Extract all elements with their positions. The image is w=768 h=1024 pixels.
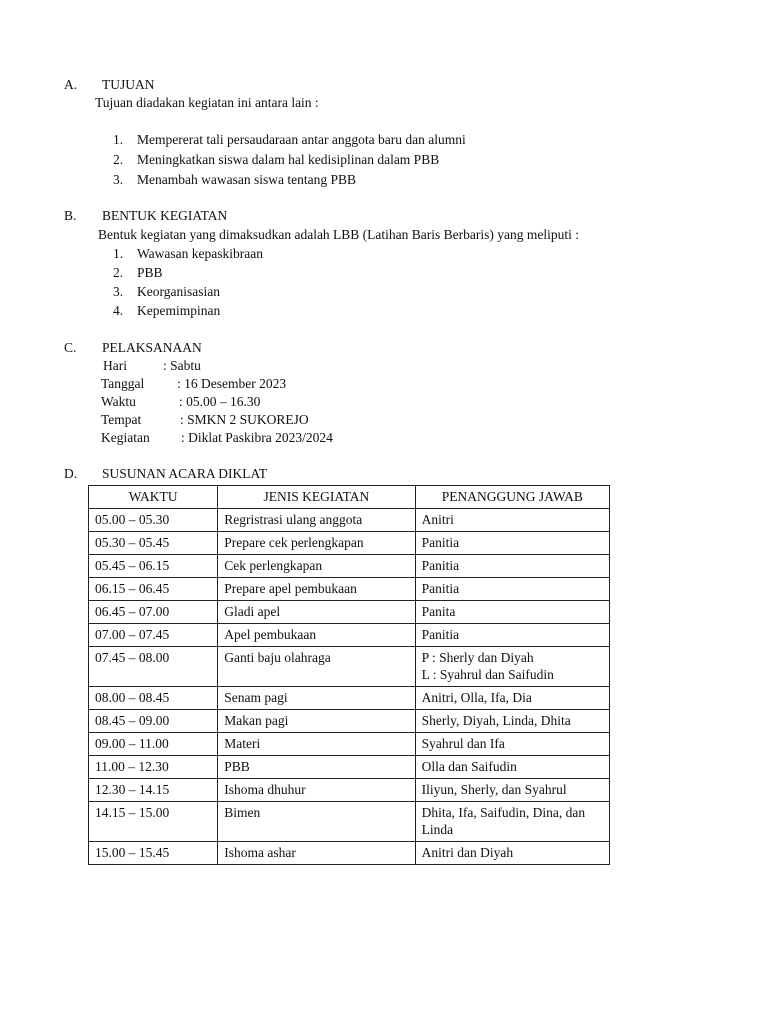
list-item: Wawasan kepaskibraan (137, 246, 263, 261)
cell-jenis-kegiatan: Ganti baju olahraga (218, 647, 415, 687)
table-row (89, 802, 610, 842)
cell-jenis-kegiatan: Gladi apel (218, 601, 415, 624)
cell-penanggung-jawab: Iliyun, Sherly, dan Syahrul (415, 779, 609, 802)
list-item: Keorganisasian (137, 284, 220, 299)
info-label-tempat: Tempat (101, 412, 142, 427)
cell-jenis-kegiatan: Prepare cek perlengkapan (218, 532, 415, 555)
cell-waktu: 08.45 – 09.00 (89, 710, 218, 733)
table-row (89, 555, 610, 578)
cell-jenis-kegiatan: Materi (218, 733, 415, 756)
info-label-waktu: Waktu (101, 394, 136, 409)
list-item-number: 2. (113, 152, 124, 167)
cell-waktu: 07.45 – 08.00 (89, 647, 218, 687)
section-c-title: PELAKSANAAN (102, 340, 202, 355)
info-label-tanggal: Tanggal (101, 376, 145, 391)
table-row (89, 509, 610, 532)
list-item: Mempererat tali persaudaraan antar anggota baru dan alumni (137, 132, 466, 147)
cell-jenis-kegiatan: Apel pembukaan (218, 624, 415, 647)
table-row (89, 647, 610, 687)
list-item-number: 3. (113, 172, 124, 187)
info-value-tanggal: : 16 Desember 2023 (177, 376, 287, 391)
header-jenis-kegiatan: JENIS KEGIATAN (218, 486, 415, 509)
cell-jenis-kegiatan: Ishoma ashar (218, 842, 415, 865)
info-label-kegiatan: Kegiatan (101, 430, 150, 445)
cell-penanggung-jawab: Panitia (415, 578, 609, 601)
cell-penanggung-jawab: Anitri (415, 509, 609, 532)
schedule-table-body (89, 509, 610, 865)
cell-penanggung-jawab: Syahrul dan Ifa (415, 733, 609, 756)
cell-waktu: 09.00 – 11.00 (89, 733, 218, 756)
cell-waktu: 14.15 – 15.00 (89, 802, 218, 842)
table-row (89, 710, 610, 733)
header-penanggung-jawab: PENANGGUNG JAWAB (415, 486, 609, 509)
cell-penanggung-jawab: Anitri dan Diyah (415, 842, 609, 865)
section-c-letter: C. (64, 340, 77, 355)
list-item: PBB (137, 265, 163, 280)
cell-jenis-kegiatan: Ishoma dhuhur (218, 779, 415, 802)
cell-waktu: 06.45 – 07.00 (89, 601, 218, 624)
list-item-number: 1. (113, 132, 124, 147)
info-value-waktu: : 05.00 – 16.30 (179, 394, 261, 409)
list-item-number: 1. (113, 246, 124, 261)
info-value-tempat: : SMKN 2 SUKOREJO (180, 412, 309, 427)
cell-jenis-kegiatan: Prepare apel pembukaan (218, 578, 415, 601)
table-row (89, 842, 610, 865)
list-item: Meningkatkan siswa dalam hal kedisiplinan dalam PBB (137, 152, 440, 167)
section-d-letter: D. (64, 466, 78, 481)
cell-waktu: 07.00 – 07.45 (89, 624, 218, 647)
table-row (89, 687, 610, 710)
section-b-title: BENTUK KEGIATAN (102, 208, 228, 223)
cell-jenis-kegiatan: Bimen (218, 802, 415, 842)
table-row (89, 756, 610, 779)
cell-penanggung-jawab: Panitia (415, 624, 609, 647)
section-a-title: TUJUAN (102, 77, 155, 92)
cell-penanggung-jawab: Olla dan Saifudin (415, 756, 609, 779)
cell-waktu: 12.30 – 14.15 (89, 779, 218, 802)
cell-penanggung-jawab: Panita (415, 601, 609, 624)
list-item-number: 2. (113, 265, 124, 280)
cell-waktu: 08.00 – 08.45 (89, 687, 218, 710)
section-b-letter: B. (64, 208, 77, 223)
section-a-letter: A. (64, 77, 78, 92)
cell-jenis-kegiatan: Cek perlengkapan (218, 555, 415, 578)
cell-jenis-kegiatan: Senam pagi (218, 687, 415, 710)
table-row (89, 779, 610, 802)
table-row (89, 532, 610, 555)
cell-jenis-kegiatan: Makan pagi (218, 710, 415, 733)
info-value-kegiatan: : Diklat Paskibra 2023/2024 (181, 430, 333, 445)
table-header-row (89, 486, 610, 509)
cell-waktu: 05.30 – 05.45 (89, 532, 218, 555)
cell-jenis-kegiatan: Regristrasi ulang anggota (218, 509, 415, 532)
section-b-intro: Bentuk kegiatan yang dimaksudkan adalah LBB (Latihan Baris Berbaris) yang meliputi : (98, 227, 580, 242)
cell-penanggung-jawab: Sherly, Diyah, Linda, Dhita (415, 710, 609, 733)
schedule-table (88, 485, 610, 865)
cell-waktu: 06.15 – 06.45 (89, 578, 218, 601)
list-item: Menambah wawasan siswa tentang PBB (137, 172, 356, 187)
cell-waktu: 05.45 – 06.15 (89, 555, 218, 578)
cell-penanggung-jawab: Panitia (415, 532, 609, 555)
cell-penanggung-jawab: Dhita, Ifa, Saifudin, Dina, dan Linda (415, 802, 609, 842)
cell-penanggung-jawab: P : Sherly dan Diyah L : Syahrul dan Saifudin (415, 647, 609, 687)
cell-waktu: 05.00 – 05.30 (89, 509, 218, 532)
cell-waktu: 11.00 – 12.30 (89, 756, 218, 779)
table-row (89, 601, 610, 624)
table-row (89, 624, 610, 647)
header-waktu: WAKTU (89, 486, 218, 509)
info-label-hari: Hari (103, 358, 127, 373)
cell-penanggung-jawab: Panitia (415, 555, 609, 578)
section-d-title: SUSUNAN ACARA DIKLAT (102, 466, 268, 481)
cell-waktu: 15.00 – 15.45 (89, 842, 218, 865)
list-item-number: 3. (113, 284, 124, 299)
info-value-hari: : Sabtu (163, 358, 201, 373)
cell-jenis-kegiatan: PBB (218, 756, 415, 779)
cell-penanggung-jawab: Anitri, Olla, Ifa, Dia (415, 687, 609, 710)
table-row (89, 733, 610, 756)
list-item: Kepemimpinan (137, 303, 221, 318)
list-item-number: 4. (113, 303, 124, 318)
table-row (89, 578, 610, 601)
section-a-intro: Tujuan diadakan kegiatan ini antara lain : (95, 95, 319, 110)
